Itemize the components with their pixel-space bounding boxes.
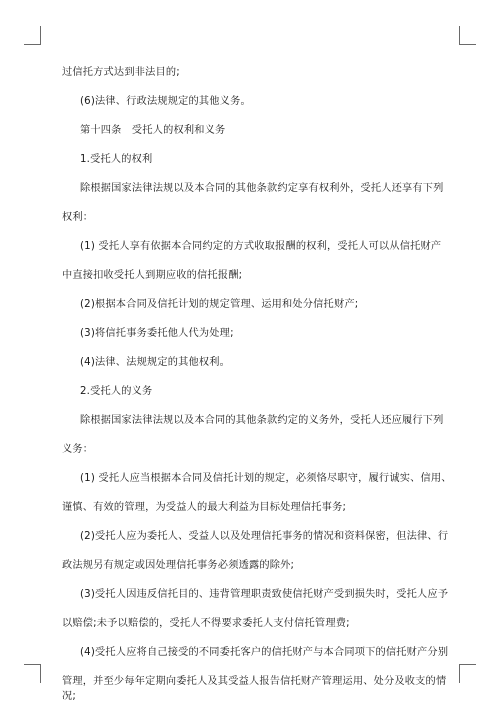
paragraph-line: (4)法律、法规规定的其他权利。 <box>80 357 231 368</box>
paragraph-line: (6)法律、行政法规规定的其他义务。 <box>80 96 251 107</box>
crop-mark-top-left <box>24 26 41 45</box>
subsection-heading: 1.受托人的权利 <box>80 154 153 165</box>
paragraph-line: (3)受托人因违反信托目的、违背管理职责致使信托财产受到损失时，受托人应予 <box>80 589 449 600</box>
crop-mark-bottom-left <box>24 664 41 683</box>
paragraph-line: (2)受托人应为委托人、受益人以及处理信托事务的情况和资料保密，但法律、行 <box>80 531 449 542</box>
paragraph-line: 谨慎、有效的管理，为受益人的最大利益为目标处理信托事务; <box>62 502 347 513</box>
paragraph-line: 义务： <box>62 444 94 455</box>
paragraph-line: (1) 受托人享有依据本合同约定的方式收取报酬的权利，受托人可以从信托财产 <box>80 241 442 252</box>
paragraph-line: 中直接扣收受托人到期应收的信托报酬; <box>62 270 243 281</box>
paragraph-line: 况; <box>62 691 77 702</box>
crop-mark-bottom-right <box>459 664 476 683</box>
paragraph-line: 除根据国家法律法规以及本合同的其他条款约定享有权利外，受托人还享有下列 <box>80 183 444 194</box>
paragraph-line: (4)受托人应将自己接受的不同委托客户的信托财产与本合同项下的信托财产分别 <box>80 647 449 658</box>
paragraph-line: 过信托方式达到非法目的; <box>62 67 180 78</box>
paragraph-line: 以赔偿;未予以赔偿的，受托人不得要求委托人支付信托管理费; <box>62 618 350 629</box>
paragraph-line: 管理，并至少每年定期向委托人及其受益人报告信托财产管理运用、处分及收支的情 <box>62 676 447 687</box>
paragraph-line: (1) 受托人应当根据本合同及信托计划的规定，必须恪尽职守，履行诚实、信用、 <box>80 473 452 484</box>
crop-mark-top-right <box>459 26 476 45</box>
section-heading: 第十四条 受托人的权利和义务 <box>80 125 226 136</box>
paragraph-line: 权利： <box>62 212 94 223</box>
paragraph-line: 除根据国家法律法规以及本合同的其他条款约定的义务外，受托人还应履行下列 <box>80 415 444 426</box>
paragraph-line: (3)将信托事务委托他人代为处理; <box>80 328 234 339</box>
paragraph-line: (2)根据本合同及信托计划的规定管理、运用和处分信托财产; <box>80 299 359 310</box>
paragraph-line: 政法规另有规定或因处理信托事务必须透露的除外; <box>62 560 295 571</box>
subsection-heading: 2.受托人的义务 <box>80 386 153 397</box>
